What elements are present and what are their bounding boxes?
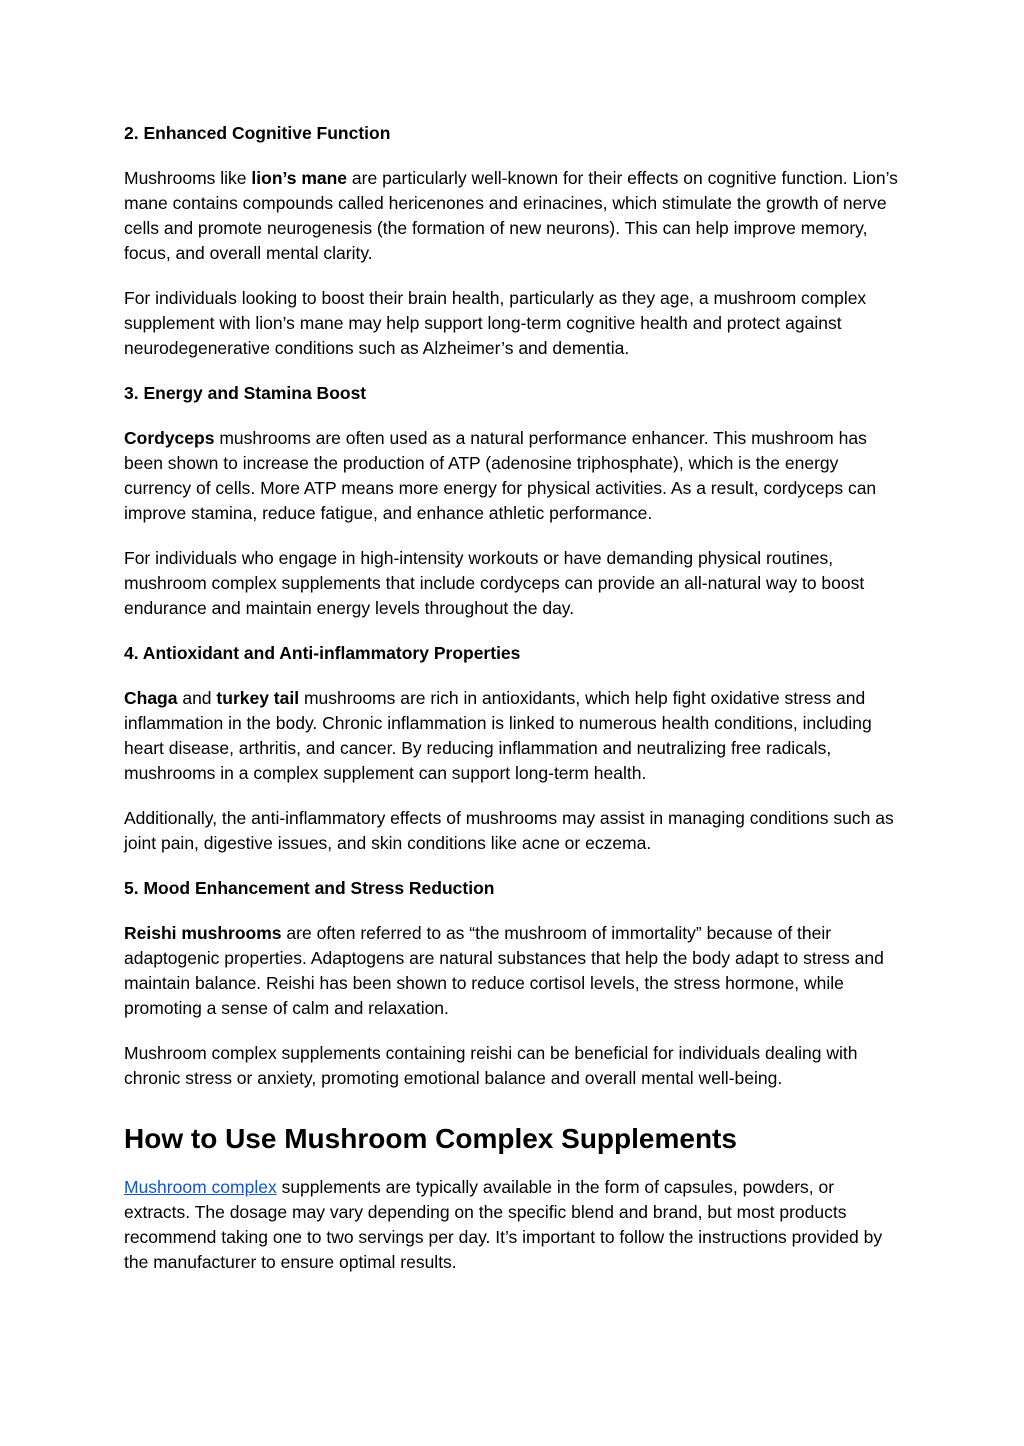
text-run: are often referred to as “the mushroom of immortality” because of their adaptogenic properties. Adaptogens are natural substances that help the body adapt to stress and maintain balance. Reishi has been shown to reduce cortisol levels, the stress hormone, while promoting a sense of calm and relaxation. <box>124 923 884 1018</box>
bold-term-chaga: Chaga <box>124 688 178 708</box>
mushroom-complex-link[interactable]: Mushroom complex <box>124 1177 277 1197</box>
bold-term-cordyceps: Cordyceps <box>124 428 215 448</box>
howto-title: How to Use Mushroom Complex Supplements <box>124 1123 737 1154</box>
paragraph-antioxidant-2: Additionally, the anti-inflammatory effects of mushrooms may assist in managing conditions such as joint pain, digestive issues, and skin conditions like acne or eczema. <box>124 808 894 853</box>
section-heading-energy: 3. Energy and Stamina Boost <box>124 383 367 403</box>
paragraph-energy-1 <box>124 426 904 526</box>
bold-term-reishi: Reishi mushrooms <box>124 923 282 943</box>
text-run: mushrooms are often used as a natural performance enhancer. This mushroom has been shown to increase the production of ATP (adenosine triphosphate), which is the energy currency of cells. More ATP means more energy for physical activities. As a result, cordyceps can improve stamina, reduce fatigue, and enhance athletic performance. <box>124 428 877 523</box>
paragraph-mood-1 <box>124 921 904 1021</box>
paragraph-howto <box>124 1175 904 1275</box>
bold-term-lions-mane: lion’s mane <box>251 168 348 188</box>
document-page <box>124 121 904 1295</box>
paragraph-cognitive-1 <box>124 166 904 266</box>
paragraph-energy-2: For individuals who engage in high-intensity workouts or have demanding physical routines, mushroom complex supplements that include cordyceps can provide an all-natural way to boost endurance and maintain energy levels throughout the day. <box>124 548 865 618</box>
text-run: supplements are typically available in the form of capsules, powders, or extracts. The dosage may vary depending on the specific blend and brand, but most products recommend taking one to two servings per day. It’s important to follow the instructions provided by the manufacturer to ensure optimal results. <box>124 1177 883 1272</box>
paragraph-cognitive-2: For individuals looking to boost their brain health, particularly as they age, a mushroom complex supplement with lion’s mane may help support long-term cognitive health and protect against neurodegenerative conditions such as Alzheimer’s and dementia. <box>124 288 867 358</box>
section-heading-cognitive: 2. Enhanced Cognitive Function <box>124 123 391 143</box>
text-run: mushrooms are rich in antioxidants, which help fight oxidative stress and inflammation in the body. Chronic inflammation is linked to numerous health conditions, including heart disease, arthritis, and cancer. By reducing inflammation and neutralizing free radicals, mushrooms in a complex supplement can support long-term health. <box>124 688 872 783</box>
text-run: are particularly well-known for their effects on cognitive function. Lion’s mane contains compounds called hericenones and erinacines, which stimulate the growth of nerve cells and promote neurogenesis (the formation of new neurons). This can help improve memory, focus, and overall mental clarity. <box>124 168 898 263</box>
text-run: Mushrooms like <box>124 168 252 188</box>
text-run: and <box>177 688 217 708</box>
section-heading-mood: 5. Mood Enhancement and Stress Reduction <box>124 878 495 898</box>
paragraph-mood-2: Mushroom complex supplements containing reishi can be beneficial for individuals dealing with chronic stress or anxiety, promoting emotional balance and overall mental well-being. <box>124 1043 858 1088</box>
paragraph-antioxidant-1 <box>124 686 904 786</box>
bold-term-turkey-tail: turkey tail <box>216 688 300 708</box>
section-heading-antioxidant: 4. Antioxidant and Anti-inflammatory Properties <box>124 643 521 663</box>
